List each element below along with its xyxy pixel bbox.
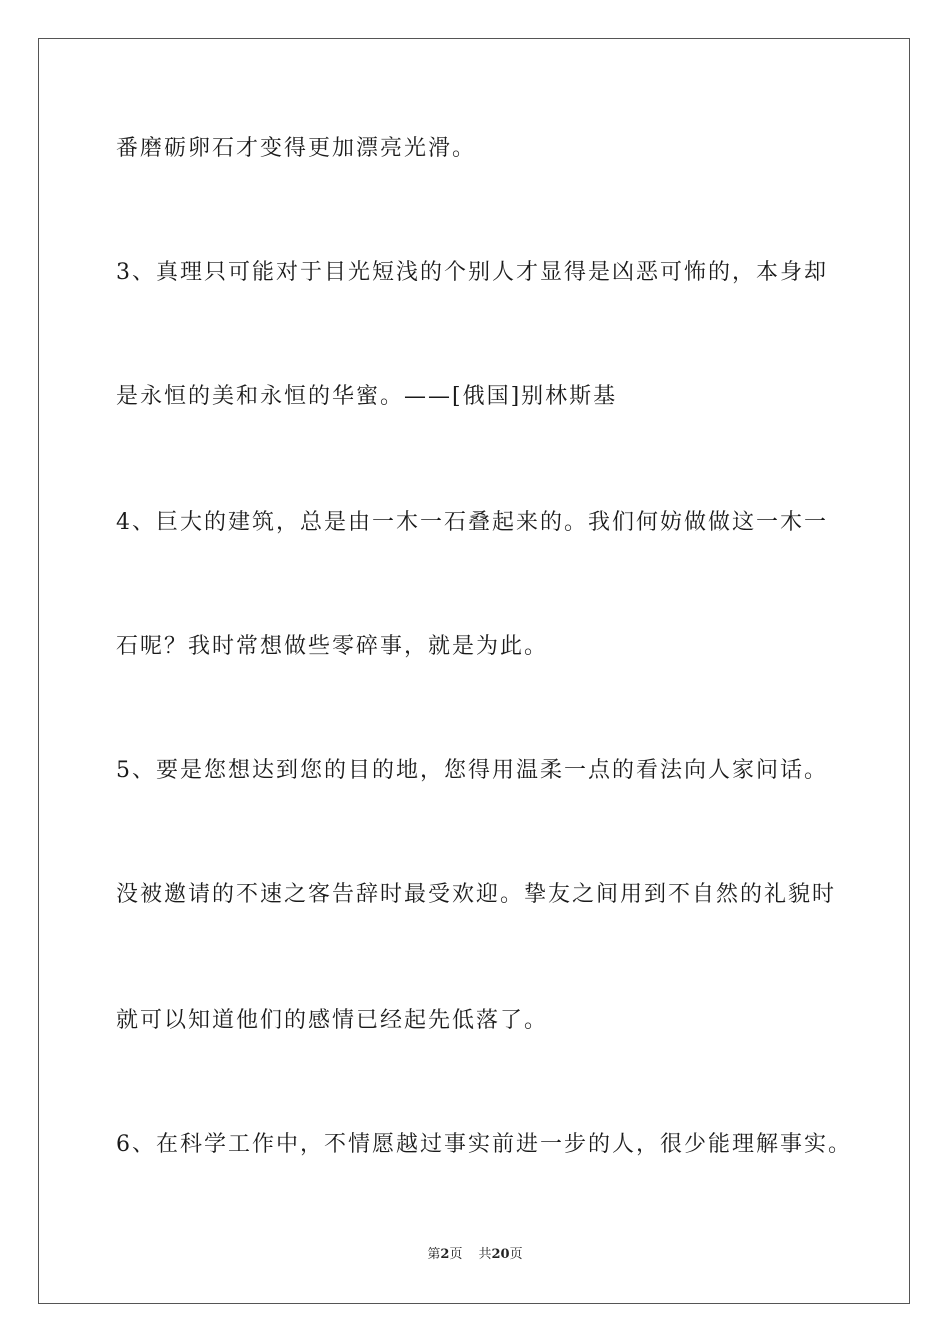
page-number: 2 (440, 1247, 450, 1262)
total-prefix: 共 (478, 1247, 492, 1262)
text-line-1: 番磨砺卵石才变得更加漂亮光滑。 (116, 136, 477, 161)
page-footer (0, 1246, 950, 1264)
text-line-7: 没被邀请的不速之客告辞时最受欢迎。挚友之间用到不自然的礼貌时 (116, 882, 837, 907)
page-suffix: 页 (449, 1247, 463, 1262)
text-line-2: 3、真理只可能对于目光短浅的个别人才显得是凶恶可怖的，本身却 (116, 260, 828, 285)
page-prefix: 第 (427, 1247, 441, 1262)
total-suffix: 页 (509, 1247, 523, 1262)
text-line-9: 6、在科学工作中，不情愿越过事实前进一步的人，很少能理解事实。 (116, 1132, 852, 1157)
text-line-8: 就可以知道他们的感情已经起先低落了。 (116, 1008, 549, 1033)
text-line-5: 石呢？我时常想做些零碎事，就是为此。 (116, 634, 549, 659)
text-line-3: 是永恒的美和永恒的华蜜。——[俄国]别林斯基 (116, 384, 618, 409)
text-line-6: 5、要是您想达到您的目的地，您得用温柔一点的看法向人家问话。 (116, 758, 828, 783)
text-line-4: 4、巨大的建筑，总是由一木一石叠起来的。我们何妨做做这一木一 (116, 510, 828, 535)
total-pages: 20 (491, 1247, 510, 1262)
page-border (38, 38, 910, 1304)
